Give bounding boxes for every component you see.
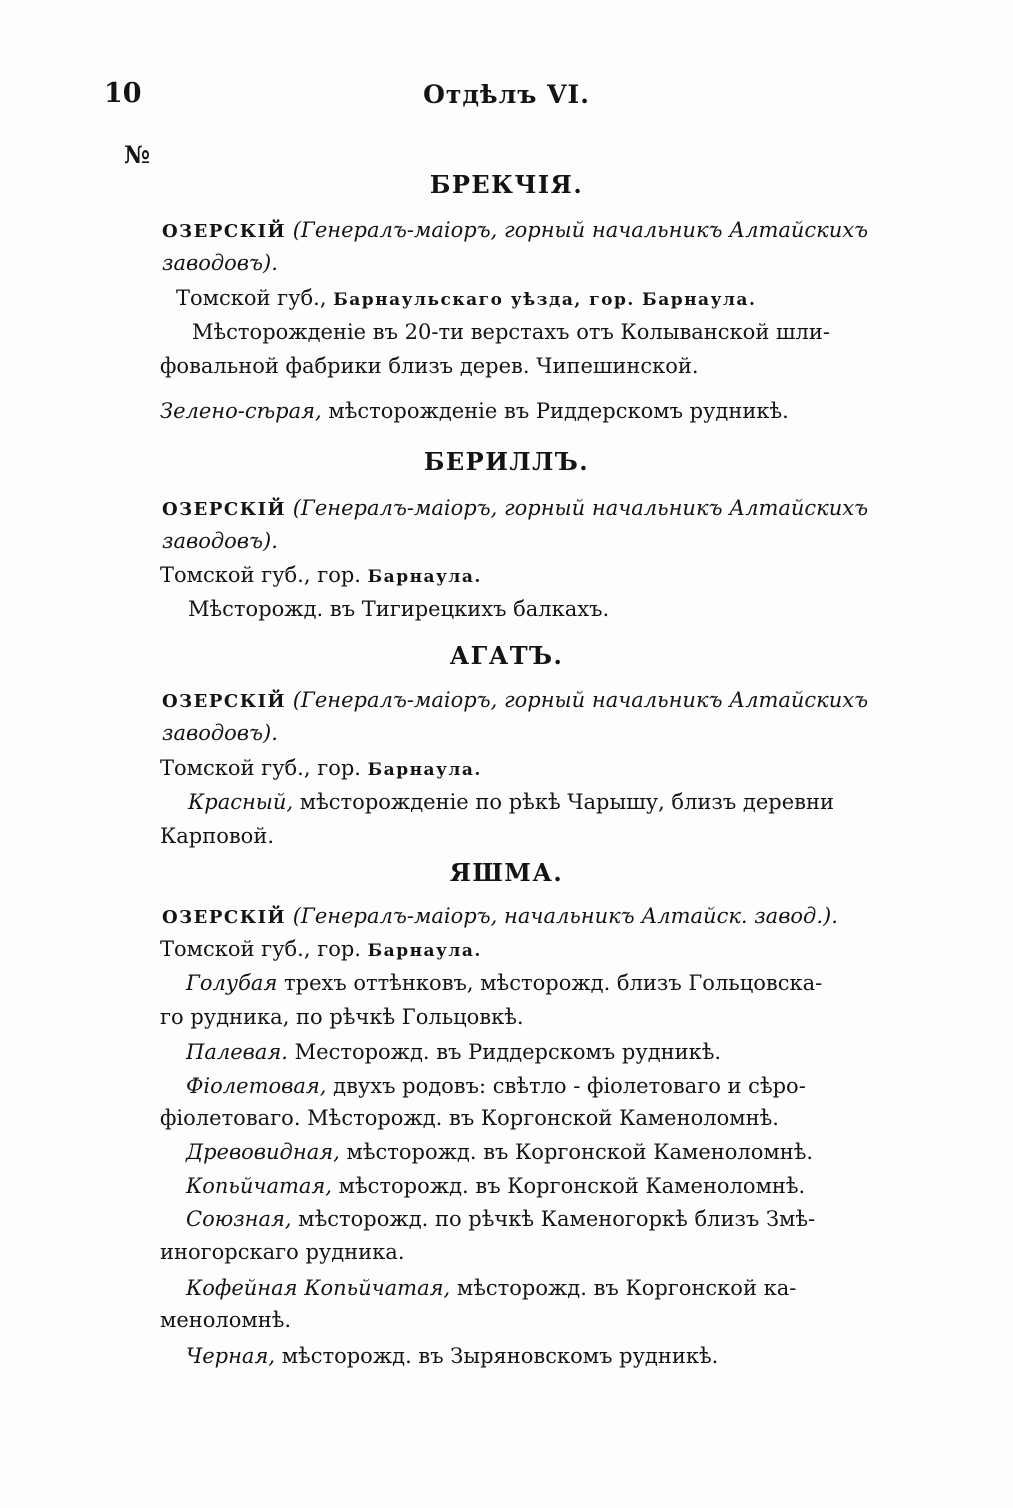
exhibitor-title-cont: заводовъ). (162, 251, 278, 275)
section-heading: БРЕКЧІЯ. (429, 170, 584, 199)
exhibitor-line (162, 496, 868, 520)
variety-line: Копьйчатая, мѣсторожд. въ Коргонской Каменоломнѣ. (186, 1174, 806, 1198)
exhibitor-line (162, 218, 868, 242)
section-heading: БЕРИЛЛЪ. (423, 447, 590, 476)
text-line: Мѣсторожд. въ Тигирецкихъ балкахъ. (188, 597, 610, 621)
section-heading: ЯШМА. (449, 858, 564, 887)
exhibitor-title: (Генералъ-маіоръ, горный начальникъ Алтайскихъ (292, 218, 869, 242)
variety-line: Черная, мѣсторожд. въ Зыряновскомъ рудникѣ. (186, 1344, 719, 1368)
variety-line: Палевая. Месторожд. въ Риддерскомъ рудникѣ. (186, 1040, 722, 1064)
location-line: Томской губ., гор. Барнаула. (160, 563, 482, 587)
variety-line: Зелено-сѣрая, мѣсторожденіе въ Риддерскомъ рудникѣ. (160, 399, 789, 423)
variety-line: Голубая трехъ оттѣнковъ, мѣсторожд. близъ Гольцовска- (186, 971, 823, 995)
exhibitor-title-cont: заводовъ). (162, 721, 278, 745)
variety-line: Древовидная, мѣсторожд. въ Коргонской Каменоломнѣ. (186, 1140, 814, 1164)
location-line: Томской губ., гор. Барнаула. (160, 756, 482, 780)
variety-line: Кофейная Копьйчатая, мѣсторожд. въ Коргонской ка- (186, 1276, 797, 1300)
exhibitor-name: ОЗЕРСКІЙ (162, 907, 287, 928)
text-line: иногорскаго рудника. (160, 1240, 405, 1264)
exhibitor-name: ОЗЕРСКІЙ (162, 691, 287, 712)
running-title: Отдѣлъ VI. (423, 80, 590, 109)
exhibitor-name: ОЗЕРСКІЙ (162, 221, 287, 242)
variety-line: Союзная, мѣсторожд. по рѣчкѣ Каменогоркѣ близъ Змѣ- (186, 1207, 816, 1231)
text-line: Карповой. (160, 824, 274, 848)
text-line: фіолетоваго. Мѣсторожд. въ Коргонской Каменоломнѣ. (160, 1106, 779, 1130)
exhibitor-title: (Генералъ-маіоръ, горный начальникъ Алтайскихъ (292, 688, 869, 712)
text-line: фовальной фабрики близъ дерев. Чипешинской. (160, 354, 699, 378)
variety-line: Фіолетовая, двухъ родовъ: свѣтло - фіолетоваго и сѣро- (186, 1074, 806, 1098)
exhibitor-line (162, 688, 868, 712)
exhibitor-name: ОЗЕРСКІЙ (162, 499, 287, 520)
page-number: 10 (104, 78, 142, 109)
text-line: меноломнѣ. (160, 1308, 292, 1332)
exhibitor-line (162, 904, 838, 928)
section-heading: АГАТЪ. (449, 641, 564, 670)
text-line: Мѣсторожденіе въ 20-ти верстахъ отъ Колыванской шли- (192, 320, 830, 344)
location-line: Томской губ., гор. Барнаула. (160, 937, 482, 961)
exhibitor-title: (Генералъ-маіоръ, начальникъ Алтайск. завод.). (292, 904, 838, 928)
variety-line: Красный, мѣсторожденіе по рѣкѣ Чарышу, близъ деревни (188, 790, 834, 814)
number-sign: № (124, 140, 151, 169)
exhibitor-title: (Генералъ-маіоръ, горный начальникъ Алтайскихъ (292, 496, 869, 520)
exhibitor-title-cont: заводовъ). (162, 529, 278, 553)
location-line: Томской губ., Барнаульскаго уѣзда, гор. Барнаула. (176, 286, 757, 310)
text-line: го рудника, по рѣчкѣ Гольцовкѣ. (160, 1005, 524, 1029)
